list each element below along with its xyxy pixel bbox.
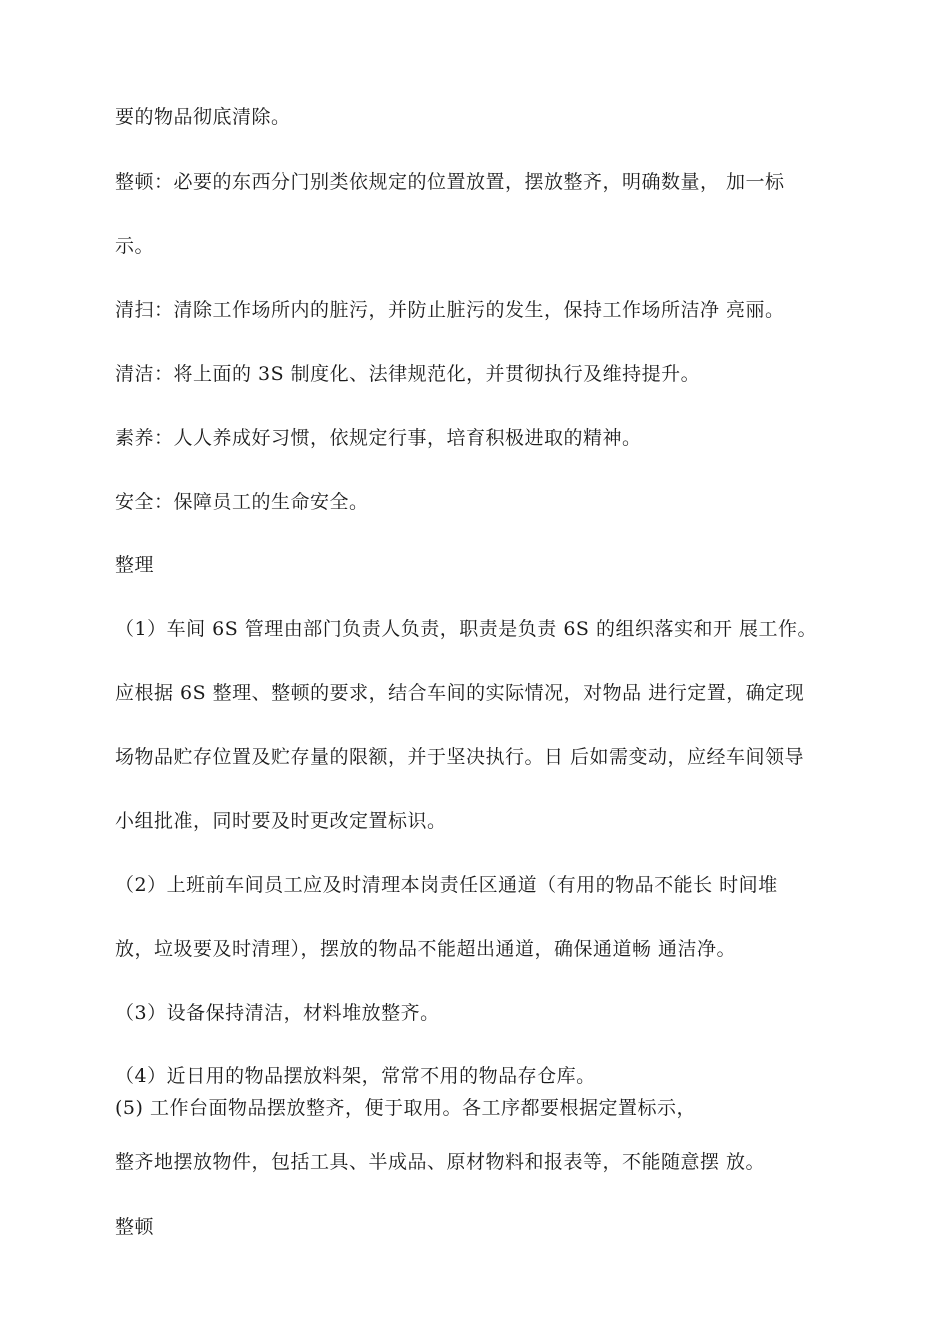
text-line: 整顿：必要的东西分门别类依规定的位置放置，摆放整齐，明确数量， 加一标 bbox=[115, 171, 785, 193]
text-line: 整齐地摆放物件，包括工具、半成品、原材物料和报表等，不能随意摆 放。 bbox=[115, 1151, 766, 1173]
text-line: （1）车间 6S 管理由部门负责人负责，职责是负责 6S 的组织落实和开 展工作。 bbox=[115, 618, 817, 640]
text-line: 清洁：将上面的 3S 制度化、法律规范化，并贯彻执行及维持提升。 bbox=[115, 363, 701, 385]
text-line: 放，垃圾要及时清理），摆放的物品不能超出通道，确保通道畅 通洁净。 bbox=[115, 938, 737, 960]
text-line: 素养：人人养成好习惯，依规定行事，培育积极进取的精神。 bbox=[115, 427, 642, 449]
text-line: 要的物品彻底清除。 bbox=[115, 106, 291, 128]
text-line: 小组批准，同时要及时更改定置标识。 bbox=[115, 810, 447, 832]
section-heading: 整理 bbox=[115, 554, 155, 576]
section-heading: 整顿 bbox=[115, 1216, 155, 1238]
text-line: （2）上班前车间员工应及时清理本岗责任区通道（有用的物品不能长 时间堆 bbox=[115, 874, 778, 896]
text-line: 应根据 6S 整理、整顿的要求，结合车间的实际情况，对物品 进行定置，确定现 bbox=[115, 682, 805, 704]
text-line: （3）设备保持清洁，材料堆放整齐。 bbox=[115, 1002, 440, 1024]
text-line: 安全：保障员工的生命安全。 bbox=[115, 491, 369, 513]
text-line: 示。 bbox=[115, 235, 155, 257]
text-line: (5) 工作台面物品摆放整齐，便于取用。各工序都要根据定置标示， bbox=[115, 1097, 696, 1119]
text-line: 清扫：清除工作场所内的脏污，并防止脏污的发生，保持工作场所洁净 亮丽。 bbox=[115, 299, 785, 321]
text-line: 场物品贮存位置及贮存量的限额，并于坚决执行。日 后如需变动，应经车间领导 bbox=[115, 746, 805, 768]
text-line: （4）近日用的物品摆放料架，常常不用的物品存仓库。 bbox=[115, 1065, 596, 1087]
